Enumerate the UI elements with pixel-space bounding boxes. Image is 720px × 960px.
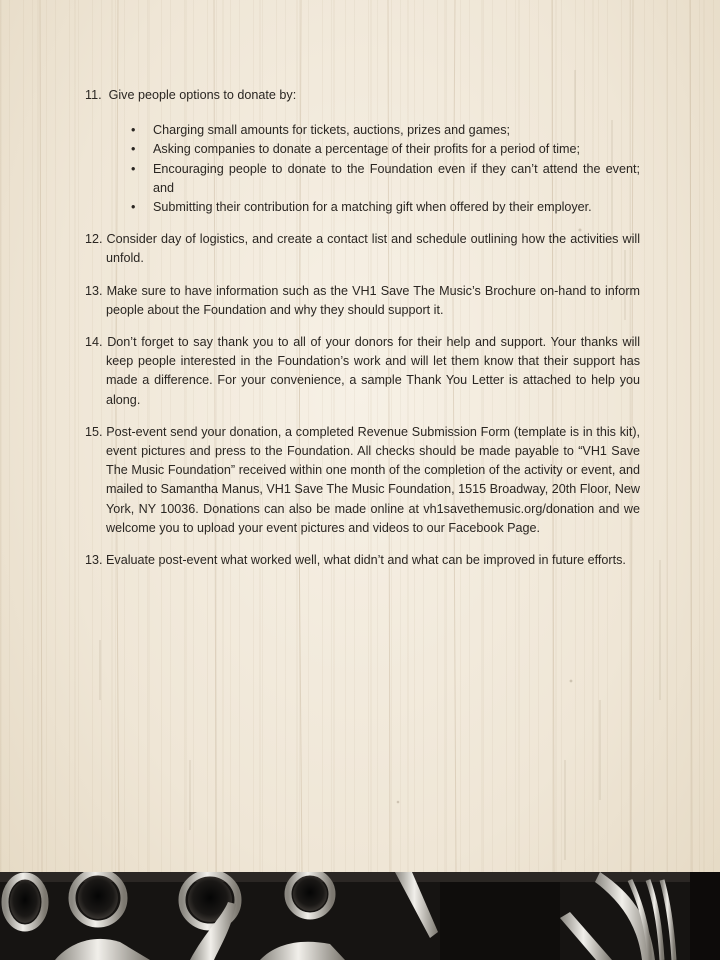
item-number: 15. bbox=[85, 424, 103, 439]
item-number: 14. bbox=[85, 335, 103, 350]
item-text: Consider day of logistics, and create a contact list and schedule outlining how the activities will unfold. bbox=[106, 232, 640, 266]
document-body bbox=[85, 86, 640, 583]
item-number: 13. bbox=[85, 283, 103, 298]
item-text: Make sure to have information such as the VH1 Save The Music’s Brochure on-hand to inform people about the Foundation and why they should support it. bbox=[106, 283, 640, 317]
list-item-13 bbox=[85, 282, 640, 320]
item-number: 11. bbox=[85, 88, 102, 102]
item-text: Post-event send your donation, a completed Revenue Submission Form (template is in this kit), event pictures and press to the Foundation. All checks should be made payable to “VH1 Save The Music Foundation” received within one month of the completion of the activity or event, and mailed to Samantha Manus, VH1 Save The Music Foundation, 1515 Broadway, 20th Floor, New York, NY 10036. Donations can also be made online at vh1savethemusic.org/donation and we welcome you to upload your event pictures and videos to our Facebook Page. bbox=[106, 424, 641, 535]
bullet-item: • Encouraging people to donate to the Foundation even if they can’t attend the event; and bbox=[153, 160, 640, 198]
item-number: 13. bbox=[85, 553, 103, 568]
donation-options-list bbox=[85, 121, 640, 217]
item-text: Don’t forget to say thank you to all of your donors for their help and support. Your thanks will keep people interested in the Foundation’s work and will let them know that their support has made a difference. For your convenience, a sample Thank You Letter is attached to help you along. bbox=[106, 335, 640, 407]
bullet-item: • Asking companies to donate a percentage of their profits for a period of time; bbox=[153, 140, 640, 159]
item-text: Evaluate post-event what worked well, what didn’t and what can be improved in future efforts. bbox=[106, 553, 626, 568]
item-text: Give people options to donate by: bbox=[108, 88, 297, 102]
list-item-12 bbox=[85, 230, 640, 268]
clarinet-keys-illustration bbox=[0, 872, 720, 960]
list-item-13-evaluate bbox=[85, 551, 640, 570]
bullet-item: • Charging small amounts for tickets, auctions, prizes and games; bbox=[153, 121, 640, 140]
bullet-item: • Submitting their contribution for a matching gift when offered by their employer. bbox=[153, 198, 640, 217]
list-item-11 bbox=[85, 86, 640, 105]
item-number: 12. bbox=[85, 232, 103, 247]
list-item-15 bbox=[85, 423, 640, 538]
clarinet-photo bbox=[0, 872, 720, 960]
list-item-14 bbox=[85, 333, 640, 410]
